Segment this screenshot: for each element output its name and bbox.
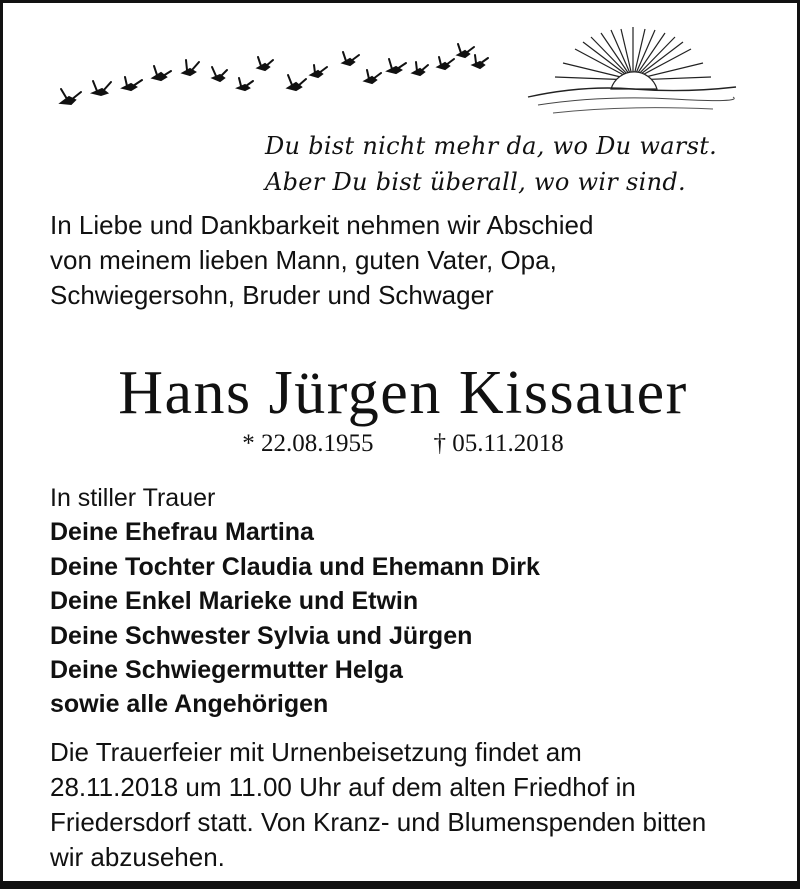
ceremony-line: Friedersdorf statt. Von Kranz- und Blumenspenden bitten [50, 807, 707, 837]
mourner-entry: sowie alle Angehörigen [50, 690, 329, 719]
memorial-quote [265, 128, 785, 200]
mourner-entry: Deine Schwester Sylvia und Jürgen [50, 621, 473, 650]
ceremony-line: 28.11.2018 um 11.00 Uhr auf dem alten Friedhof in [50, 772, 636, 802]
intro-line: Schwiegersohn, Bruder und Schwager [50, 280, 494, 310]
ceremony-info [50, 735, 770, 875]
ceremony-line: Die Trauerfeier mit Urnenbeisetzung findet am [50, 737, 582, 767]
intro-line: In Liebe und Dankbarkeit nehmen wir Abschied [50, 210, 594, 240]
deceased-name: Hans Jürgen Kissauer [118, 359, 688, 427]
birth-date: * 22.08.1955 [242, 430, 374, 457]
ceremony-line: wir abzusehen. [50, 842, 225, 872]
mourners-list [50, 481, 770, 722]
intro-line: von meinem lieben Mann, guten Vater, Opa, [50, 245, 557, 275]
quote-line: Du bist nicht mehr da, wo Du warst. [265, 132, 718, 160]
mourner-entry: Deine Ehefrau Martina [50, 518, 314, 547]
quote-line: Aber Du bist überall, wo wir sind. [265, 168, 686, 196]
mourner-entry: Deine Schwiegermutter Helga [50, 656, 403, 685]
farewell-intro [50, 208, 770, 313]
death-date: † 05.11.2018 [433, 430, 564, 457]
flying-birds-illustration [53, 33, 493, 113]
life-dates [3, 428, 800, 460]
mourner-entry: Deine Tochter Claudia und Ehemann Dirk [50, 552, 540, 581]
rising-sun-icon [523, 25, 738, 120]
mourner-entry: Deine Enkel Marieke und Etwin [50, 587, 419, 616]
mourners-heading: In stiller Trauer [50, 484, 216, 512]
